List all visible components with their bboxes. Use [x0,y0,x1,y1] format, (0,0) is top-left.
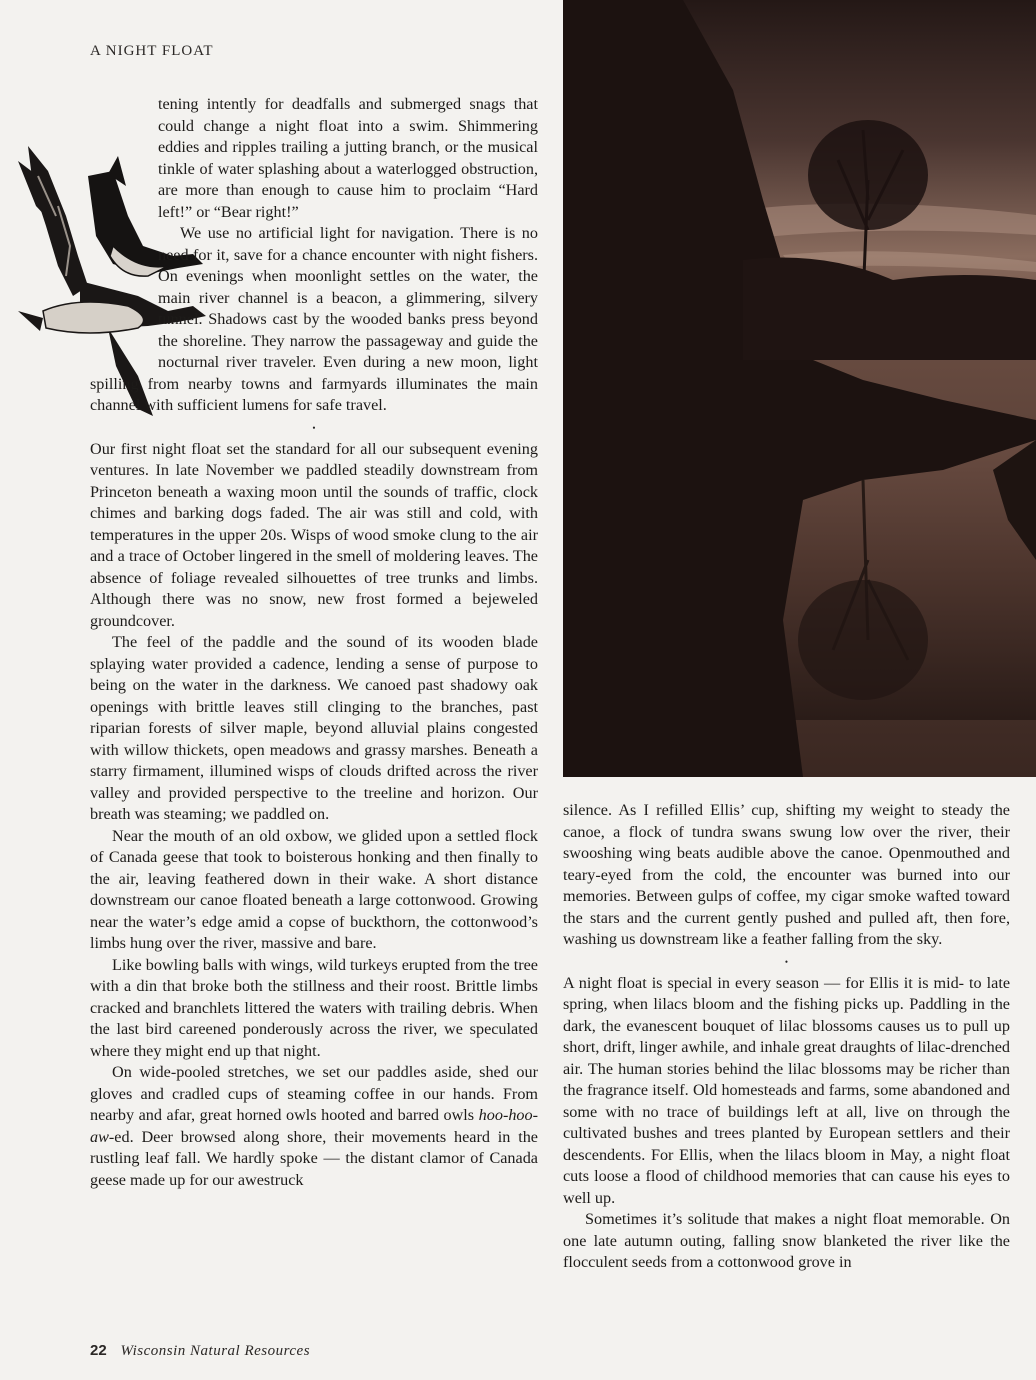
page-number: 22 [90,1342,107,1359]
article-column-right [563,800,1010,1274]
river-sunset-photo [563,0,1036,777]
section-break-bullet: • [784,956,789,967]
paragraph: Near the mouth of an old oxbow, we glided upon a settled flock of Canada geese that took to boisterous honking and then finally to the air, leaving feathered down in their wake. A short distance downstream our canoe floated beneath a large cottonwood. Growing near the water’s edge amid a copse of buckthorn, the cottonwood’s limbs hung over the river, massive and bare. [90,826,538,952]
paragraph: We use no artificial light for navigation. There is no need for it, save for a chance encounter with night fishers. On evenings when moonlight settles on the water, the main river channel is a beacon, a glimmering, silvery tunnel. Shadows cast by the wooded banks press beyond the shoreline. They narrow the passageway and guide the nocturnal river traveler. Even during a new moon, light spilling from nearby towns and farmyards illuminates the main channel with sufficient lumens for safe travel. [90,224,538,414]
paragraph-text: On wide-pooled stretches, we set our paddles aside, shed our gloves and cradled cups of steaming coffee in our hands. From nearby and afar, great horned owls hooted and barred owls [90,1063,538,1124]
magazine-title: Wisconsin Natural Resources [120,1343,311,1359]
paragraph: tening intently for deadfalls and submerged snags that could change a night float into a swim. Shimmering eddies and ripples trailing a jutting branch, or the musical tinkle of water splashing about a waterlogged obstruction, are more than enough to cause him to proclaim “Hard left!” or “Bear right!” [158,95,538,221]
section-break-bullet: • [312,422,316,433]
article-column-left [90,94,538,1191]
paragraph: Sometimes it’s solitude that makes a night float memorable. On one late autumn outing, falling snow blanketed the river like the flocculent seeds from a cottonwood grove in [563,1210,1010,1271]
paragraph [90,1062,538,1191]
paragraph: A night float is special in every season — for Ellis it is mid- to late spring, when lilacs bloom and the fishing picks up. Paddling in the dark, the evanescent bouquet of lilac blossoms causes us to pull up short, drift, linger awhile, and inhale great draughts of lilac-drenched air. The human stories behind the lilac blossoms may be richer than the fragrance itself. Old homesteads and farms, some abandoned and some with no trace of buildings left at all, live on through the cultivated bushes and trees planted by European settlers and their descendents. For Ellis, when the lilacs bloom in May, a night float cuts loose a flood of childhood memories that can cause his eyes to well up. [563,973,1010,1207]
paragraph: The feel of the paddle and the sound of its wooden blade splaying water provided a cadence, lending a sense of purpose to being on the water in the darkness. We canoed past shadowy oak openings with brittle leaves still clinging to the branches, past riparian forests of silver maple, beyond alluvial plains congested with willow thickets, open meadows and grassy marshes. Beneath a starry firmament, illumined wisps of clouds drifted across the river valley and provided perspective to the treeline and horizon. Our breath was steaming; we paddled on. [90,633,538,823]
page-footer [90,1342,310,1360]
paragraph: silence. As I refilled Ellis’ cup, shifting my weight to steady the canoe, a flock of tundra swans swung low over the river, their swooshing wing beats audible above the canoe. Openmouthed and teary-eyed from the cold, the encounter was burned into our memories. Between gulps of coffee, my cigar smoke wafted toward the stars and the current gently pushed and pulled aft, then fore, washing us downstream like a feather falling from the sky. [563,801,1010,948]
owl-call-emphasis: hoo-hoo-aw [90,1106,538,1146]
paragraph-text: -ed. Deer browsed along shore, their movements heard in the rustling leaf fall. We hardly spoke — the distant clamor of Canada geese made up for our awestruck [90,1127,538,1189]
paragraph: Our first night float set the standard for all our subsequent evening ventures. In late November we paddled steadily downstream from Princeton beneath a waxing moon until the sounds of traffic, clock chimes and barking dogs faded. The air was still and cold, with temperatures in the upper 20s. Wisps of wood smoke clung to the air and a trace of October lingered in the smell of moldering leaves. The absence of foliage revealed silhouettes of tree trunks and limbs. Although there was no snow, new frost formed a bejeweled groundcover. [90,439,538,630]
section-header: A NIGHT FLOAT [90,43,214,59]
paragraph: Like bowling balls with wings, wild turkeys erupted from the tree with a din that broke both the stillness and their roost. Brittle limbs cracked and branchlets littered the waters with trailing debris. When the last bird careened ponderously across the river, we speculated where they might end up that night. [90,955,538,1060]
